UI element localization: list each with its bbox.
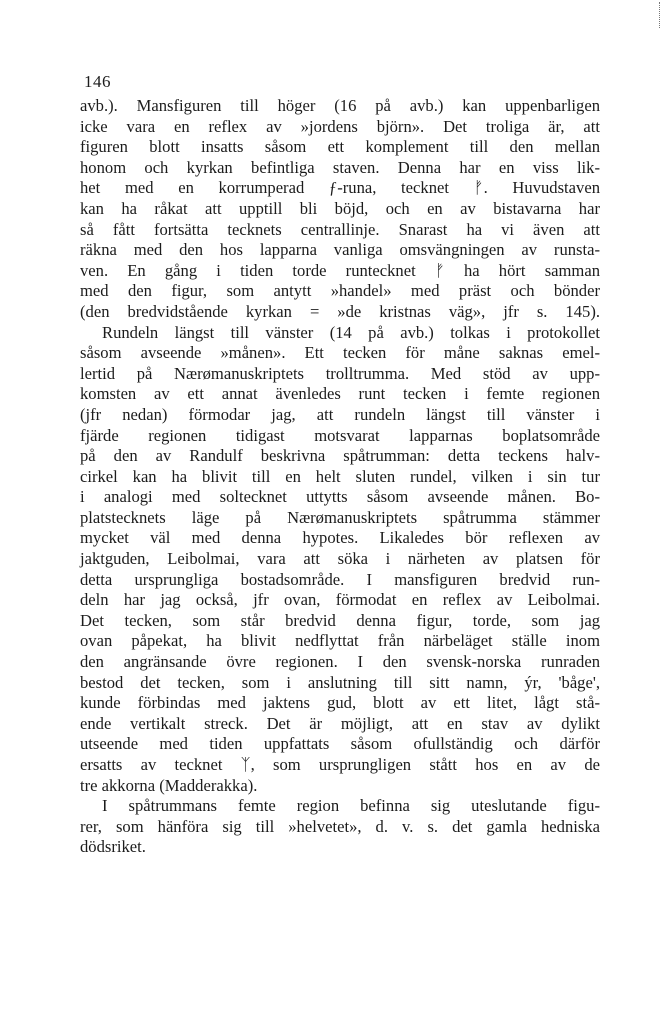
text-line: så fått fortsätta tecknets centrallinje. Snarast ha vi även att xyxy=(80,219,600,239)
text-line: mycket väl med denna hypotes. Likaledes bör reflexen av xyxy=(80,528,600,548)
paragraph xyxy=(80,96,600,323)
text-line: dödsriket. xyxy=(80,837,146,857)
text-line: icke vara en reflex av »jordens björn». Det troliga är, att xyxy=(80,116,600,136)
text-line: figuren blott insatts såsom ett komplement till den mellan xyxy=(80,137,600,157)
text-line: honom och kyrkan befintliga staven. Denna har en viss lik- xyxy=(80,157,600,177)
text-line: ersatts av tecknet ᛉ, som ursprungligen stått hos en av de xyxy=(80,755,600,774)
text-line: platstecknets läge på Nærømanuskriptets spåtrumma stämmer xyxy=(80,507,600,527)
text-line: räkna med den hos lapparna vanliga omsvängningen av runsta- xyxy=(80,240,600,260)
text-line: på den av Randulf beskrivna spåtrumman: detta teckens halv- xyxy=(80,446,600,466)
text-line: deln har jag också, jfr ovan, förmodat en reflex av Leibolmai. xyxy=(80,590,600,610)
text-line: i analogi med soltecknet uttytts såsom avseende månen. Bo- xyxy=(80,487,600,507)
text-line: rer, som hänföra sig till »helvetet», d. v. s. det gamla hedniska xyxy=(80,816,600,836)
text-line: ovan påpekat, ha blivit nedflyttat från närbeläget ställe inom xyxy=(80,631,600,651)
text-line: I spåtrummans femte region befinna sig uteslutande figu- xyxy=(102,796,600,816)
text-line: bestod det tecken, som i anslutning till sitt namn, ýr, 'båge', xyxy=(80,672,600,692)
text-line: (den bredvidstående kyrkan = »de kristnas väg», jfr s. 145). xyxy=(80,301,600,321)
text-line: med den figur, som antytt »handel» med präst och bönder xyxy=(80,281,600,301)
text-line: den angränsande övre regionen. I den svensk-norska runraden xyxy=(80,652,600,672)
text-line: avb.). Mansfiguren till höger (16 på avb.) kan uppenbarligen xyxy=(80,96,600,115)
text-line: såsom avseende »månen». Ett tecken för måne saknas emel- xyxy=(80,343,600,363)
text-line: tre akkorna (Madderakka). xyxy=(80,775,258,795)
text-line: Det tecken, som står bredvid denna figur, torde, som jag xyxy=(80,610,600,630)
text-line: komsten av ett annat ävenledes runt tecken i femte regionen xyxy=(80,384,600,404)
text-line: ende vertikalt streck. Det är möjligt, att en stav av dylikt xyxy=(80,713,600,733)
text-line: kan ha råkat att upptill bli böjd, och en av bistavarna har xyxy=(80,198,600,218)
text-line: utseende med tiden uppfattats såsom ofullständig och därför xyxy=(80,734,600,754)
text-line: Rundeln längst till vänster (14 på avb.) tolkas i protokollet xyxy=(102,322,600,342)
body-text xyxy=(80,96,600,858)
text-line: ven. En gång i tiden torde runtecknet ᚠ ha hört samman xyxy=(80,260,600,280)
text-line: kunde förbindas med jaktens gud, blott av ett litet, lågt stå- xyxy=(80,693,600,713)
text-line: lertid på Nærømanuskriptets trolltrumma. Med stöd av upp- xyxy=(80,363,600,383)
text-line: fjärde regionen tidigast motsvarat lapparnas boplatsområde xyxy=(80,425,600,445)
paragraph xyxy=(80,323,600,797)
paragraph xyxy=(80,796,600,858)
scan-edge-mark xyxy=(656,2,660,28)
text-line: detta ursprungliga bostadsområde. I mansfiguren bredvid run- xyxy=(80,569,600,589)
text-line: (jfr nedan) förmodar jag, att rundeln längst till vänster i xyxy=(80,404,600,424)
text-line: cirkel kan ha blivit till en helt sluten rundel, vilken i sin tur xyxy=(80,466,600,486)
text-line: jaktguden, Leibolmai, vara att söka i närheten av platsen för xyxy=(80,549,600,569)
page-number: 146 xyxy=(84,72,111,91)
text-line: het med en korrumperad ƒ-runa, tecknet ᚠ. Huvudstaven xyxy=(80,178,600,198)
